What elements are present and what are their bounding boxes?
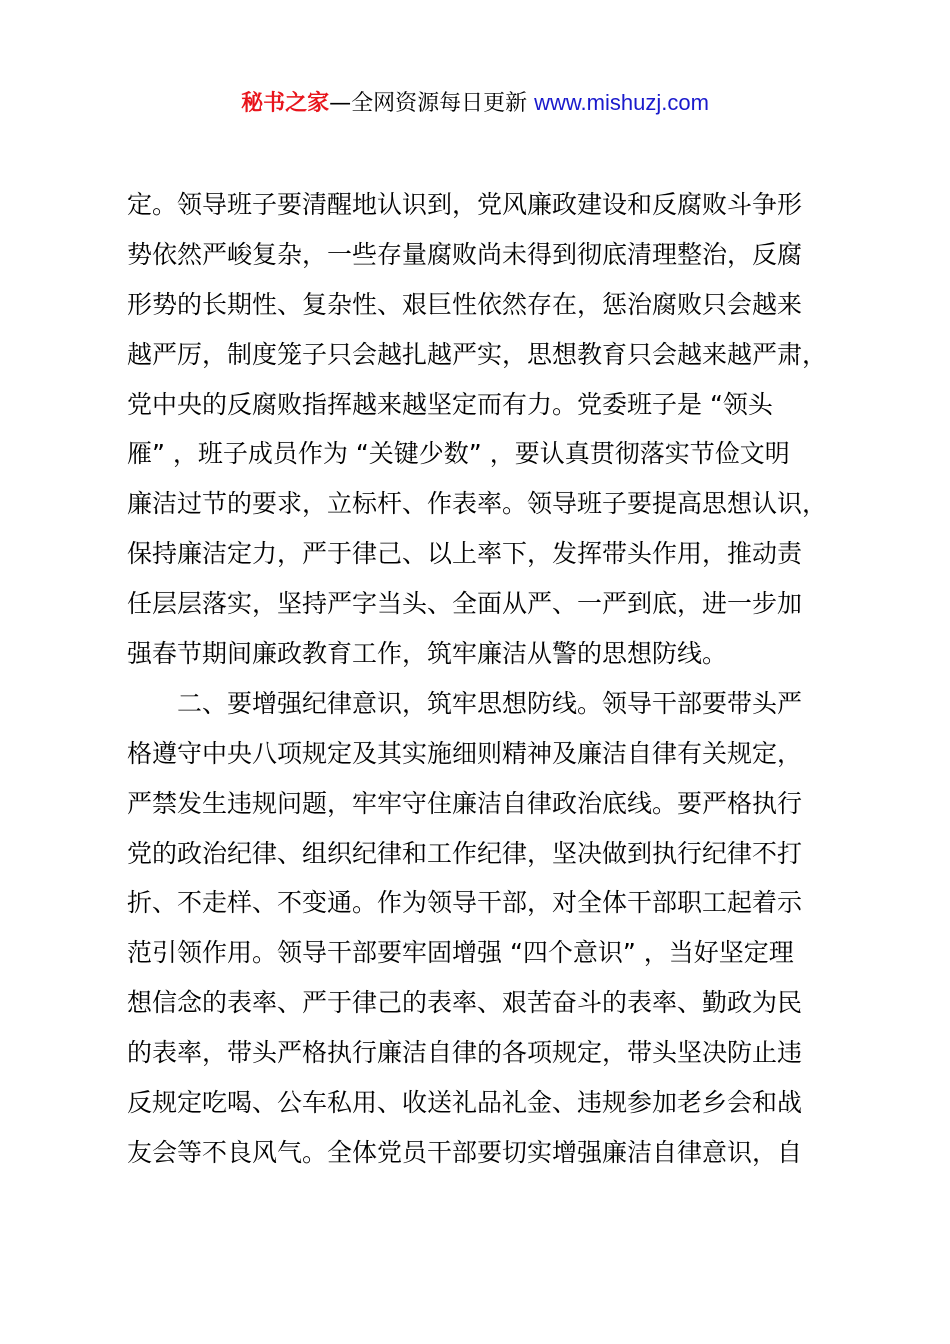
document-body bbox=[127, 180, 867, 1178]
text-line: 形势的长期性、复杂性、艰巨性依然存在，惩治腐败只会越来 bbox=[127, 289, 803, 319]
text-line: 党中央的反腐败指挥越来越坚定而有力。党委班子是 “领头 bbox=[127, 389, 773, 419]
text-line: 廉洁过节的要求，立标杆、作表率。领导班子要提高思想认识， bbox=[127, 489, 828, 519]
website-url[interactable]: www.mishuzj.com bbox=[534, 90, 709, 115]
text-line: 反规定吃喝、公车私用、收送礼品礼金、违规参加老乡会和战 bbox=[127, 1088, 803, 1118]
text-line: 的表率，带头严格执行廉洁自律的各项规定，带头坚决防止违 bbox=[127, 1038, 803, 1068]
text-line: 折、不走样、不变通。作为领导干部，对全体干部职工起着示 bbox=[127, 888, 803, 918]
text-line: 定。领导班子要清醒地认识到，党风廉政建设和反腐败斗争形 bbox=[127, 190, 803, 219]
text-line: 保持廉洁定力，严于律己、以上率下，发挥带头作用，推动责 bbox=[127, 539, 803, 569]
text-line: 范引领作用。领导干部要牢固增强 “四个意识” ，当好坚定理 bbox=[127, 938, 794, 968]
text-line: 雁” ，班子成员作为 “关键少数” ，要认真贯彻落实节俭文明 bbox=[127, 439, 790, 469]
text-line: 任层层落实，坚持严字当头、全面从严、一严到底，进一步加 bbox=[127, 589, 803, 619]
text-line: 格遵守中央八项规定及其实施细则精神及廉洁自律有关规定， bbox=[127, 738, 803, 768]
text-line: 越严厉，制度笼子只会越扎越严实，思想教育只会越来越严肃， bbox=[127, 339, 828, 369]
text-line: 强春节期间廉政教育工作，筑牢廉洁从警的思想防线。 bbox=[127, 639, 728, 669]
text-line: 严禁发生违规问题，牢牢守住廉洁自律政治底线。要严格执行 bbox=[127, 788, 803, 818]
text-line: 想信念的表率、严于律己的表率、艰苦奋斗的表率、勤政为民 bbox=[127, 988, 803, 1018]
text-line: 党的政治纪律、组织纪律和工作纪律，坚决做到执行纪律不打 bbox=[127, 838, 803, 868]
header-tagline: —全网资源每日更新 bbox=[329, 91, 535, 116]
brand-name: 秘书之家 bbox=[241, 91, 330, 116]
text-line: 二、要增强纪律意识，筑牢思想防线。领导干部要带头严 bbox=[127, 688, 803, 718]
text-line: 势依然严峻复杂，一些存量腐败尚未得到彻底清理整治，反腐 bbox=[127, 239, 803, 269]
page-header bbox=[0, 86, 950, 121]
text-line: 友会等不良风气。全体党员干部要切实增强廉洁自律意识，自 bbox=[127, 1137, 803, 1167]
